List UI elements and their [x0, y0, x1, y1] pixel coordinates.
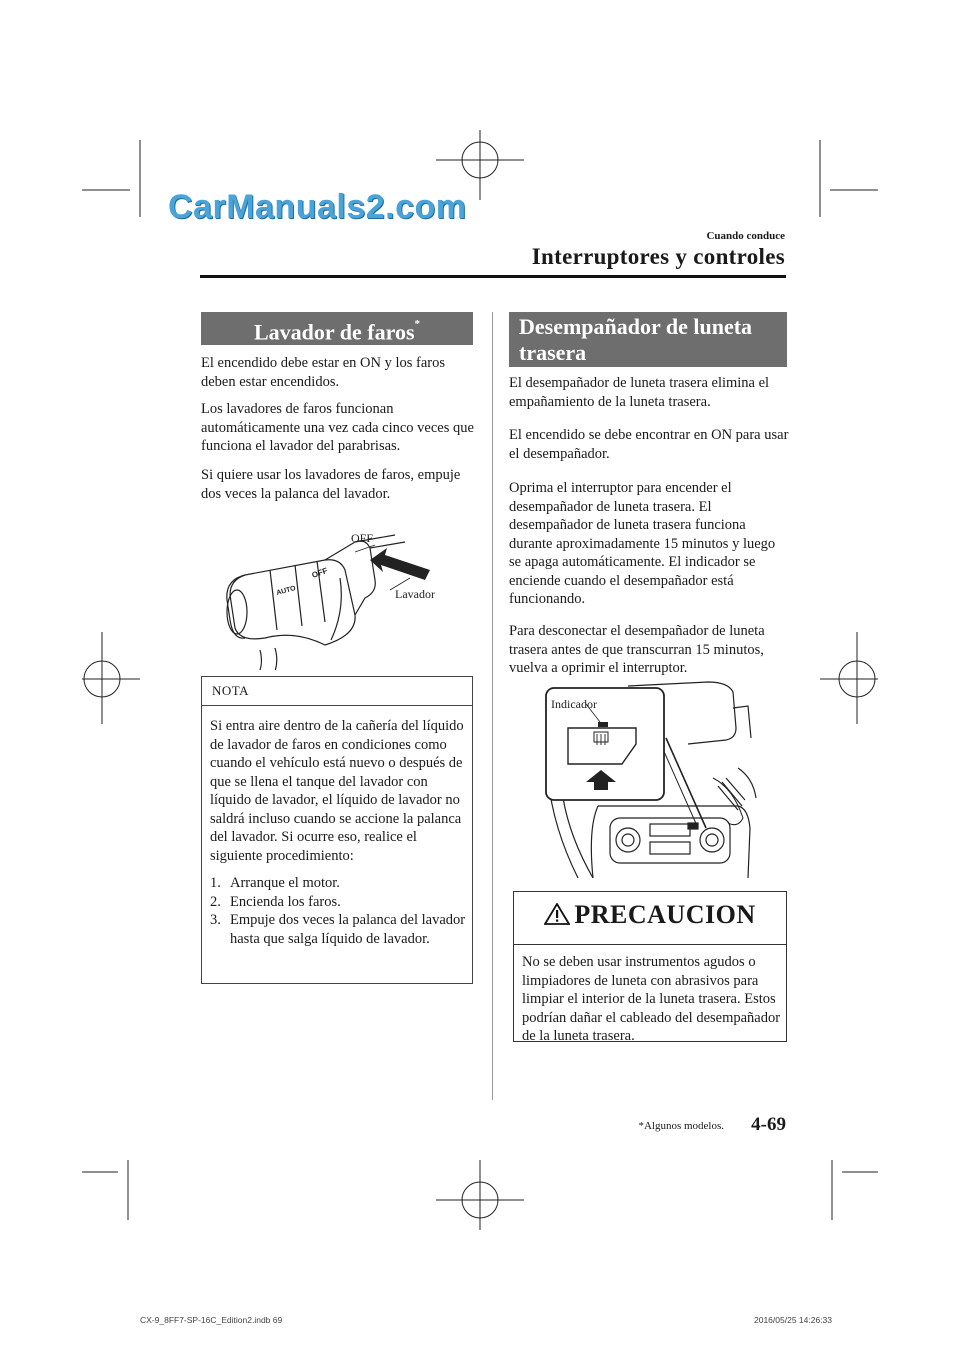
label-lavador: Lavador [395, 587, 435, 601]
page-title: Interruptores y controles [531, 244, 785, 269]
note-box [201, 676, 473, 984]
lever-auto-marking: AUTO [275, 585, 297, 597]
page-number: 4-69 [751, 1114, 786, 1135]
list-item: 1. Arranque el motor. [210, 875, 340, 891]
note-title: NOTA [212, 683, 250, 698]
heading-headlight-washer [201, 312, 473, 345]
paragraph: Los lavadores de faros funcionan automáticamente una vez cada cinco veces que funciona el lavador del parabrisas. [201, 401, 474, 454]
label-off: OFF [351, 531, 374, 545]
note-steps [210, 874, 470, 948]
paragraph: El encendido debe estar en ON y los faros deben estar encendidos. [201, 355, 446, 390]
watermark: CarManuals2.com [168, 188, 467, 226]
caution-title: PRECAUCION [514, 900, 786, 930]
print-date-info: 2016/05/25 14:26:33 [754, 1315, 832, 1325]
paragraph: El desempañador de luneta trasera elimina el empañamiento de la luneta trasera. [509, 375, 770, 410]
list-item: 3. Empuje dos veces la palanca del lavador hasta que salga líquido de lavador. [210, 912, 466, 947]
footnote: *Algunos modelos. [638, 1120, 724, 1132]
note-body: Si entra aire dentro de la cañería del líquido de lavador de faros en condiciones como cuando el vehículo está nuevo o después de que se llena el tanque del lavador con líquido de lavador, el líquido de lavador no saldrá incluso cuando se accione la palanca del lavador. Si ocurre eso, realice el siguiente procedimiento: [210, 718, 464, 864]
caution-box [513, 891, 787, 1042]
paragraph: Para desconectar el desempañador de luneta trasera antes de que transcurran 15 minutos, vuelva a oprimir el interruptor. [509, 623, 765, 676]
paragraph: Oprima el interruptor para encender el desempañador de luneta trasera. El desempañador de luneta trasera funciona durante aproximadamente 15 minutos y luego se apaga automáticamente. El indicador se enciende cuando el desempañador está funcionando. [509, 480, 776, 607]
push-arrow-icon [370, 548, 430, 580]
heading-footnote-mark: * [414, 318, 421, 330]
washer-lever-illustration [205, 520, 465, 670]
heading-rear-defroster: Desempañador de luneta trasera [509, 312, 787, 367]
note-header [202, 677, 472, 706]
list-item: 2. Encienda los faros. [210, 893, 341, 910]
heading-text: Lavador de faros [253, 319, 415, 345]
print-file-info: CX-9_8FF7-SP-16C_Edition2.indb 69 [140, 1315, 283, 1325]
indicator-lamp [598, 722, 608, 727]
caution-body: No se deben usar instrumentos agudos o limpiadores de luneta con abrasivos para limpiar el interior de la luneta trasera. Estos podrían dañar el cableado del desempañador de la luneta trasera. [522, 954, 781, 1044]
paragraph: El encendido se debe encontrar en ON para usar el desempañador. [509, 427, 789, 462]
section-label: Cuando conduce [706, 230, 785, 242]
header-rule [200, 275, 786, 278]
label-indicador: Indicador [551, 697, 597, 711]
lever-off-marking: OFF [310, 565, 329, 580]
caution-rule [514, 944, 786, 945]
warning-icon [544, 903, 570, 925]
paragraph: Si quiere usar los lavadores de faros, empuje dos veces la palanca del lavador. [201, 467, 461, 502]
rear-defroster-illustration [538, 678, 766, 878]
column-divider [492, 312, 493, 1100]
